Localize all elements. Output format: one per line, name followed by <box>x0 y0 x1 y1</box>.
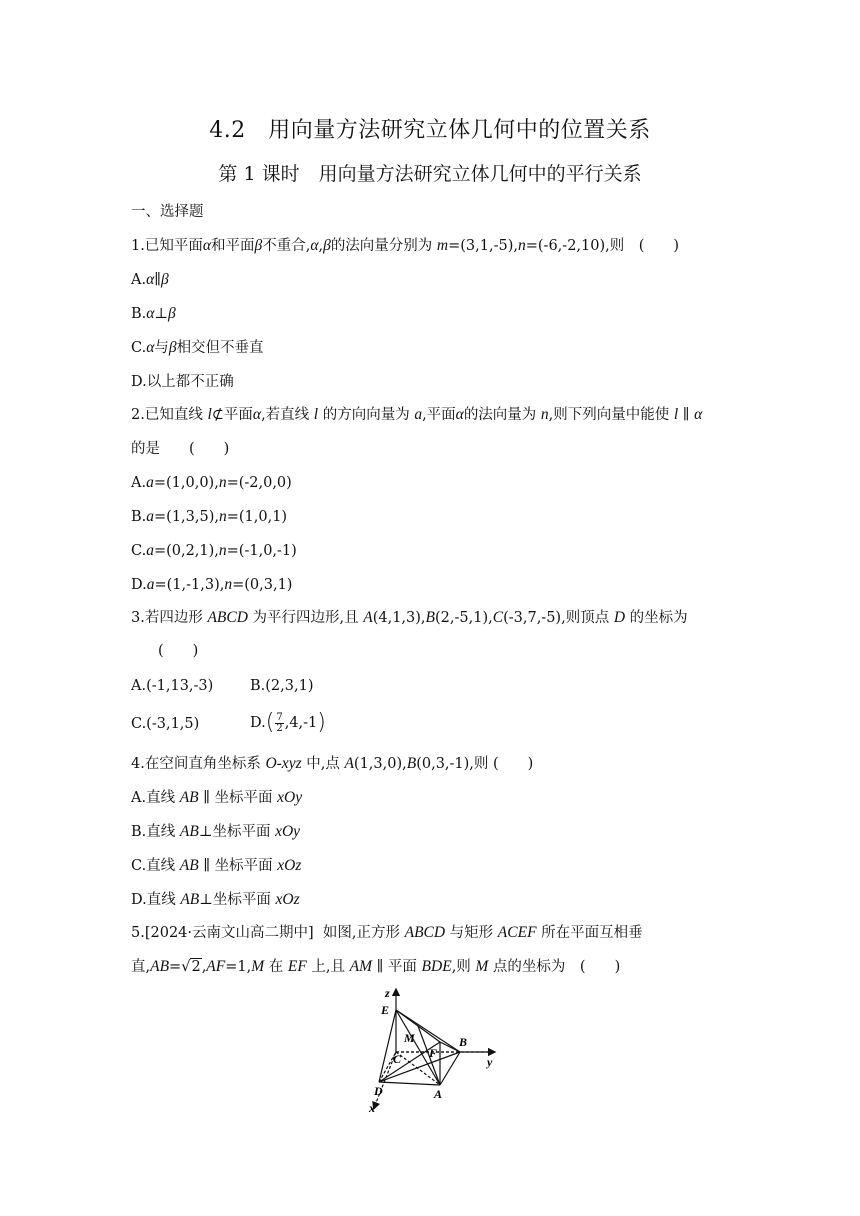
q3-option-a: A.(-1,13,-3) <box>131 678 214 694</box>
q3-option-c: C.(-3,1,5) <box>131 716 200 732</box>
q2-option-d: D.a=(1,-1,3),n=(0,3,1) <box>131 576 293 593</box>
q2-option-a: A.a=(1,0,0),n=(-2,0,0) <box>131 474 292 491</box>
q1-option-c: C.α与β相交但不垂直 <box>131 339 264 356</box>
label-F: F <box>429 1046 438 1060</box>
q2-option-b: B.a=(1,3,5),n=(1,0,1) <box>131 508 288 525</box>
label-B: B <box>459 1035 468 1049</box>
sqrt-two: √2 <box>181 959 201 975</box>
lesson-title: 第 1 课时 用向量方法研究立体几何中的平行关系 <box>218 163 642 185</box>
label-E: E <box>381 1003 390 1017</box>
q1-option-d: D.以上都不正确 <box>131 374 234 390</box>
q2-option-c: C.a=(0,2,1),n=(-1,0,-1) <box>131 542 297 559</box>
q1-stem: 1.已知平面α和平面β不重合,α,β的法向量分别为 m=(3,1,-5),n=(-6,-2,10),则 ( ) <box>131 237 680 254</box>
q4-option-c: C.直线 AB ∥ 坐标平面 xOz <box>131 857 302 874</box>
edge-DA <box>379 1082 440 1085</box>
q4-option-b: B.直线 AB⊥坐标平面 xOy <box>131 823 301 840</box>
label-y: y <box>487 1055 493 1069</box>
q4-stem: 4.在空间直角坐标系 O-xyz 中,点 A(1,3,0),B(0,3,-1),则 ( ) <box>131 755 534 772</box>
label-z: z <box>385 986 390 1000</box>
q3-option-d: D.( $\frac{7}{2}$ ,4,-1) <box>250 710 326 735</box>
q3-answer-paren: ( ) <box>158 643 199 659</box>
section-heading: 一、选择题 <box>131 204 204 220</box>
section-title: 4.2 用向量方法研究立体几何中的位置关系 <box>209 118 651 143</box>
fraction-seven-halves: $\frac{7}{2}$ <box>276 711 283 734</box>
q4-option-a: A.直线 AB ∥ 坐标平面 xOy <box>131 789 303 806</box>
edge-AB <box>440 1052 460 1085</box>
label-x: x <box>369 1101 375 1115</box>
q1-option-a: A.α∥β <box>131 271 169 288</box>
edge-FB <box>440 1042 460 1052</box>
q2-stem: 2.已知直线 l⊄平面α,若直线 l 的方向向量为 a,平面α的法向量为 n,则下列向量中能使 l ∥ α <box>131 406 703 423</box>
label-D: D <box>374 1084 383 1098</box>
label-A: A <box>434 1087 443 1101</box>
edge-ED <box>379 1010 396 1082</box>
q4-option-d: D.直线 AB⊥坐标平面 xOz <box>131 891 300 908</box>
q5-stem-cont: 直,AB=√2,AF=1,M 在 EF 上,且 AM ∥ 平面 BDE,则 M 点的坐标为 ( ) <box>131 958 621 975</box>
label-M: M <box>404 1031 415 1045</box>
q2-stem-cont: 的是 ( ) <box>131 441 230 457</box>
q3-stem: 3.若四边形 ABCD 为平行四边形,且 A(4,1,3),B(2,-5,1),C(-3,7,-5),则顶点 D 的坐标为 <box>131 609 688 626</box>
label-C: C <box>393 1052 402 1066</box>
diag-DB <box>379 1052 460 1082</box>
q1-option-b: B.α⊥β <box>131 305 176 322</box>
q5-stem: 5.[2024·云南文山高二期中] 如图,正方形 ABCD 与矩形 ACEF 所在平面互相垂 <box>131 924 643 941</box>
q3-option-b: B.(2,3,1) <box>250 678 314 694</box>
geometry-figure <box>352 984 512 1116</box>
